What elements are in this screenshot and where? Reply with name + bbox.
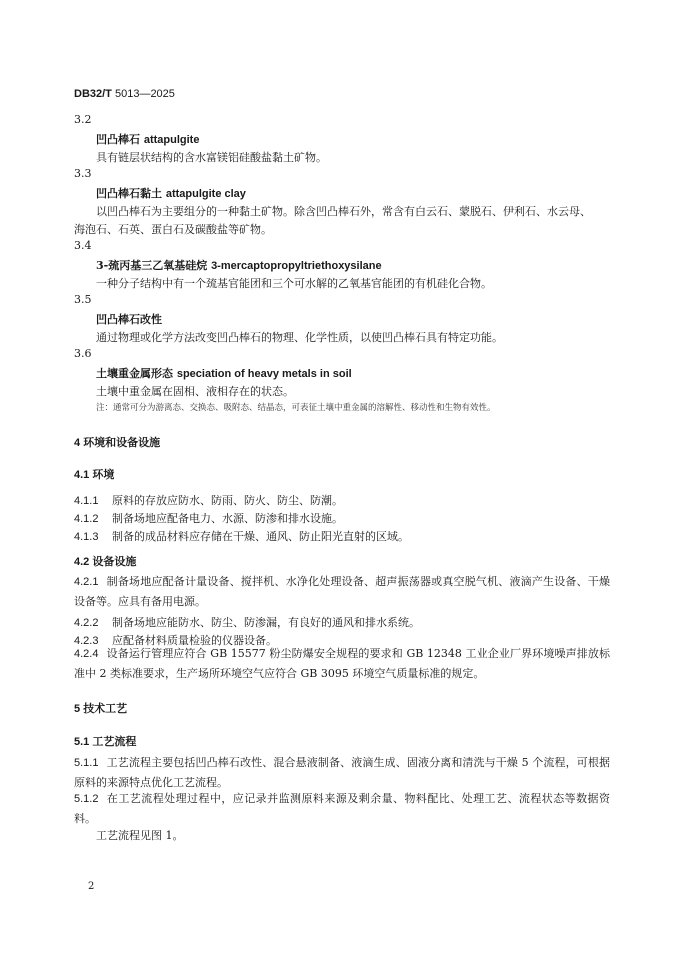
term-number: 3.2	[74, 113, 92, 126]
clause: 5.1.2 在工艺流程处理过程中，应记录并监测原料来源及剩余量、物料配比、处理工艺、流程状态等数据资料。	[74, 792, 610, 825]
clause: 4.1.2 制备场地应配备电力、水源、防渗和排水设施。	[74, 512, 343, 525]
figure-reference: 工艺流程见图 1。	[96, 829, 184, 842]
term-definition: 土壤中重金属在固相、液相存在的状态。	[96, 385, 294, 398]
term-name: 凹凸棒石改性	[96, 313, 162, 326]
term-definition: 具有链层状结构的含水富镁铝硅酸盐黏土矿物。	[96, 151, 327, 164]
subsection-heading: 4.1 环境	[74, 469, 115, 481]
clause: 4.1.1 原料的存放应防水、防雨、防火、防尘、防潮。	[74, 494, 343, 507]
clause: 5.1.1 工艺流程主要包括凹凸棒石改性、混合悬液制备、液滴生成、固液分离和清洗与干燥 5 个流程，可根据原料的来源特点优化工艺流程。	[74, 756, 610, 789]
term-number: 3.5	[74, 293, 92, 306]
clause: 4.2.1 制备场地应配备计量设备、搅拌机、水净化处理设备、超声振荡器或真空脱气机、液滴产生设备、干燥设备等。应具有备用电源。	[74, 575, 610, 608]
term-name: 凹凸棒石 attapulgite	[96, 133, 200, 146]
clause: 4.2.4 设备运行管理应符合 GB 15577 粉尘防爆安全规程的要求和 GB 12348 工业企业厂界环境噪声排放标准中 2 类标准要求，生产场所环境空气应符合 GB 3095 环境空气质量标准的规定。	[74, 647, 610, 680]
term-name: 土壤重金属形态 speciation of heavy metals in soil	[96, 367, 352, 380]
term-name: 3-巯丙基三乙氧基硅烷 3-mercaptopropyltriethoxysilane	[96, 259, 382, 272]
term-definition: 以凹凸棒石为主要组分的一种黏土矿物。除含凹凸棒石外，常含有白云石、蒙脱石、伊利石、水云母、	[96, 205, 591, 218]
clause: 4.1.3 制备的成品材料应存储在干燥、通风、防止阳光直射的区域。	[74, 530, 409, 543]
term-number: 3.3	[74, 167, 92, 180]
section-heading: 5 技术工艺	[74, 703, 128, 715]
term-definition-cont: 海泡石、石英、蛋白石及碳酸盐等矿物。	[74, 223, 272, 236]
page-number: 2	[88, 881, 95, 892]
term-definition: 通过物理或化学方法改变凹凸棒石的物理、化学性质，以使凹凸棒石具有特定功能。	[96, 331, 503, 344]
term-note: 注：通常可分为游离态、交换态、吸附态、结晶态，可表征土壤中重金属的溶解性、移动性和生物有效性。	[96, 403, 496, 413]
term-definition: 一种分子结构中有一个巯基官能团和三个可水解的乙氧基官能团的有机硅化合物。	[96, 277, 492, 290]
clause: 4.2.3 应配备材料质量检验的仪器设备。	[74, 634, 277, 647]
standard-number: 5013—2025	[114, 88, 175, 100]
section-heading: 4 环境和设备设施	[74, 437, 161, 449]
term-number: 3.4	[74, 239, 92, 252]
term-name: 凹凸棒石黏土 attapulgite clay	[96, 187, 246, 200]
subsection-heading: 4.2 设备设施	[74, 556, 137, 568]
term-number: 3.6	[74, 347, 92, 360]
standard-code: DB32/T	[74, 88, 112, 100]
document-code	[74, 88, 175, 100]
clause: 4.2.2 制备场地应能防水、防尘、防渗漏，有良好的通风和排水系统。	[74, 616, 420, 629]
subsection-heading: 5.1 工艺流程	[74, 736, 137, 748]
